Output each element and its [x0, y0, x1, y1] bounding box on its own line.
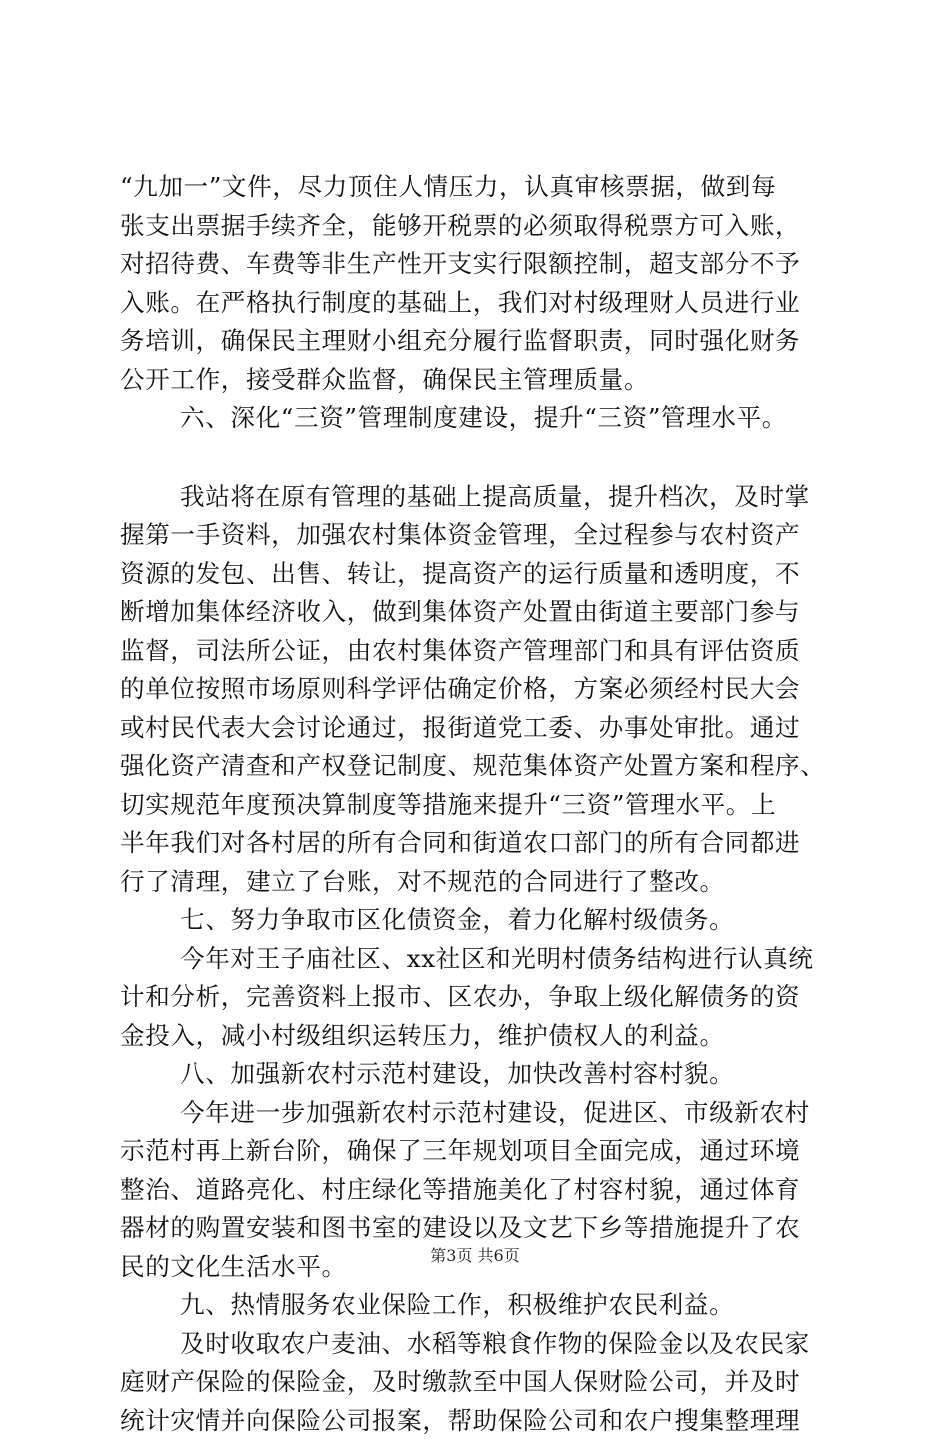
section-heading-6: 六、深化“三资”管理制度建设，提升“三资”管理水平。 [120, 399, 840, 438]
text-line: 入账。在严格执行制度的基础上，我们对村级理财人员进行业 [120, 284, 840, 323]
blank-gap [120, 438, 840, 478]
paragraph-block-2 [120, 478, 840, 902]
section-heading-9: 九、热情服务农业保险工作，积极维护农民利益。 [120, 1286, 840, 1325]
paragraph-block-5 [120, 1325, 840, 1440]
text-line: 计和分析，完善资料上报市、区农办，争取上级化解债务的资 [120, 978, 840, 1017]
page-number-footer: 第3页 共6页 [0, 1246, 950, 1266]
text-line: 庭财产保险的保险金，及时缴款至中国人保财险公司，并及时 [120, 1363, 840, 1402]
text-line: 民的文化生活水平。 [120, 1248, 840, 1287]
text-line: 切实规范年度预决算制度等措施来提升“三资”管理水平。上 [120, 786, 840, 825]
text-line: 我站将在原有管理的基础上提高质量，提升档次，及时掌 [120, 478, 840, 517]
text-line: 器材的购置安装和图书室的建设以及文艺下乡等措施提升了农 [120, 1209, 840, 1248]
text-line: 公开工作，接受群众监督，确保民主管理质量。 [120, 361, 840, 400]
text-line: 握第一手资料，加强农村集体资金管理，全过程参与农村资产 [120, 516, 840, 555]
text-line: 的单位按照市场原则科学评估确定价格，方案必须经村民大会 [120, 670, 840, 709]
text-line: 今年对王子庙社区、xx社区和光明村债务结构进行认真统 [120, 940, 840, 979]
text-line: 整治、道路亮化、村庄绿化等措施美化了村容村貌，通过体育 [120, 1171, 840, 1210]
text-line: 监督，司法所公证，由农村集体资产管理部门和具有评估资质 [120, 632, 840, 671]
paragraph-block-1 [120, 168, 840, 399]
text-line: 示范村再上新台阶，确保了三年规划项目全面完成，通过环境 [120, 1132, 840, 1171]
text-line: 断增加集体经济收入，做到集体资产处置由街道主要部门参与 [120, 593, 840, 632]
text-line: 及时收取农户麦油、水稻等粮食作物的保险金以及农民家 [120, 1325, 840, 1364]
text-line: 统计灾情并向保险公司报案，帮助保险公司和农户搜集整理理 [120, 1402, 840, 1440]
paragraph-block-3 [120, 940, 840, 1056]
text-line: 金投入，减小村级组织运转压力，维护债权人的利益。 [120, 1017, 840, 1056]
section-heading-8: 八、加强新农村示范村建设，加快改善村容村貌。 [120, 1055, 840, 1094]
text-line: 对招待费、车费等非生产性开支实行限额控制，超支部分不予 [120, 245, 840, 284]
text-line: 张支出票据手续齐全，能够开税票的必须取得税票方可入账， [120, 207, 840, 246]
text-line: 今年进一步加强新农村示范村建设，促进区、市级新农村 [120, 1094, 840, 1133]
text-line: 务培训，确保民主理财小组充分履行监督职责，同时强化财务 [120, 322, 840, 361]
section-heading-7: 七、努力争取市区化债资金，着力化解村级债务。 [120, 901, 840, 940]
text-line: 资源的发包、出售、转让，提高资产的运行质量和透明度，不 [120, 555, 840, 594]
text-line: “九加一”文件，尽力顶住人情压力，认真审核票据，做到每 [120, 168, 840, 207]
text-line: 行了清理，建立了台账，对不规范的合同进行了整改。 [120, 863, 840, 902]
text-line: 半年我们对各村居的所有合同和街道农口部门的所有合同都进 [120, 824, 840, 863]
text-line: 强化资产清查和产权登记制度、规范集体资产处置方案和程序、 [120, 747, 840, 786]
text-line: 或村民代表大会讨论通过，报街道党工委、办事处审批。通过 [120, 709, 840, 748]
